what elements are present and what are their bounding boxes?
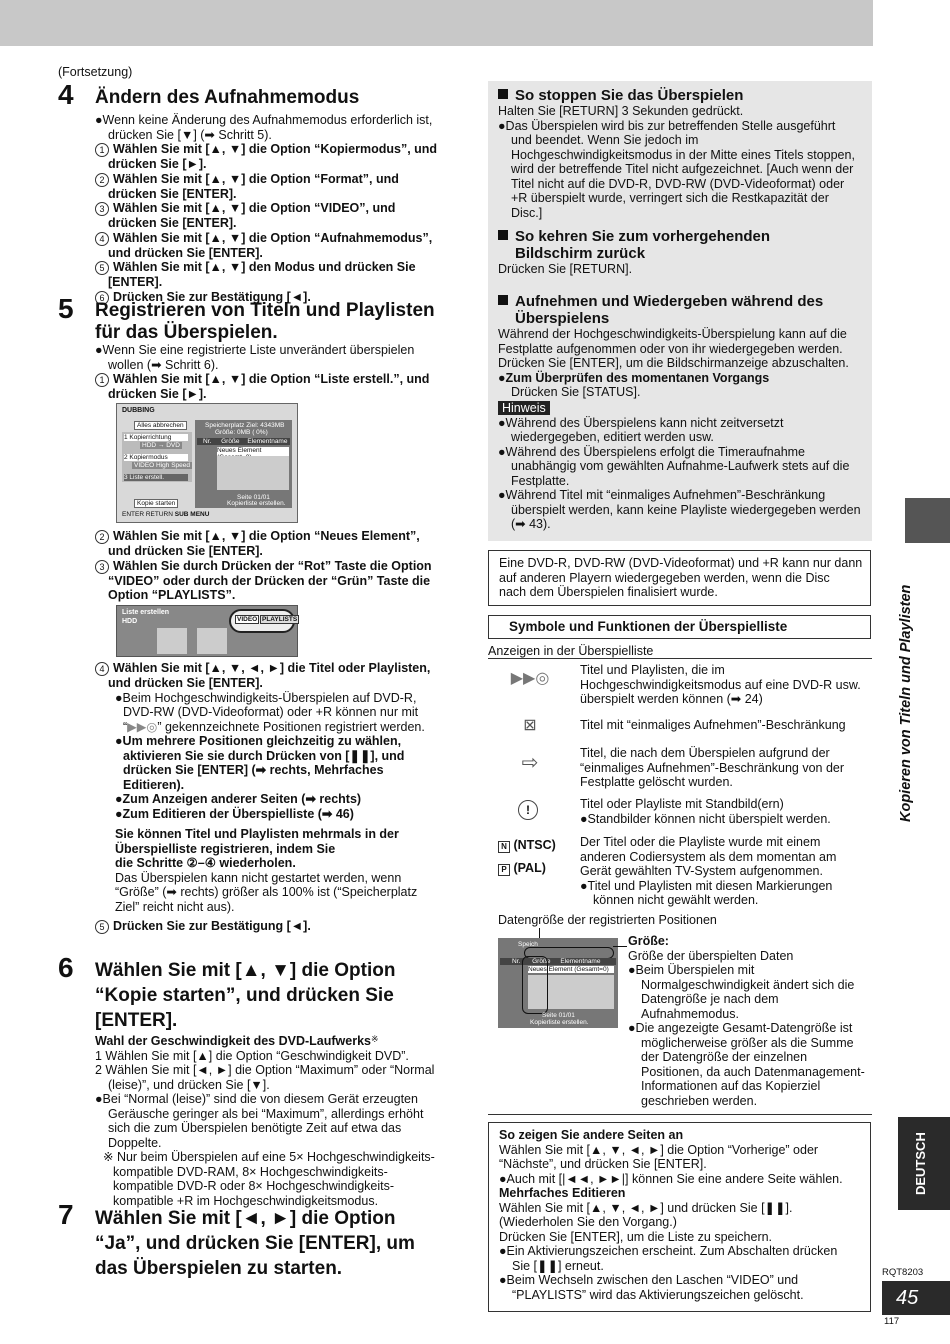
text-line: ●Ein Aktivierungszeichen erscheint. Zum Abschalten drücken [499, 1244, 838, 1258]
step5-item-text: Wählen Sie mit [▲, ▼] die Option “Liste erstell.”, und [113, 372, 430, 386]
bullet-line: aktivieren Sie sie durch Drücken von [❚❚], und [123, 748, 405, 763]
text-line: können nicht gewählt werden. [593, 893, 759, 907]
text-line: Der Titel oder die Playliste wurde mit einem [580, 835, 821, 849]
text-line: möglicherweise größer als die Summe [641, 1035, 854, 1050]
dest-capacity: Speicherplatz Ziel: 4343MB [205, 422, 285, 429]
step6-line: Geräusche geringer als bei “Maximum”, allerdings erhöht [108, 1106, 424, 1121]
continuation-label: (Fortsetzung) [58, 65, 133, 79]
text-line: Festplatte. [511, 473, 570, 488]
language-label: DEUTSCH [913, 1132, 928, 1195]
bullet-line: ●Um mehrere Positionen gleichzeitig zu wählen, [115, 734, 402, 748]
step5-item-text: Drücken Sie zur Bestätigung [◄]. [113, 919, 311, 933]
paragraph-line: Überspielliste registrieren, indem Sie [115, 841, 336, 856]
text-line: ●Das Überspielen wird bis zur betreffenden Stelle ausgeführt [498, 118, 836, 133]
datasize-caption: Datengröße der registrierten Positionen [498, 913, 717, 927]
text-line: ●Während des Überspielens erfolgt die Timeraufnahme [498, 444, 806, 459]
text-line: (➡ 43). [511, 517, 551, 531]
paragraph-line: Ziel” reicht nicht aus). [115, 899, 235, 914]
circled-number: 4 [95, 232, 109, 246]
footnote-line: ※ Nur beim Überspielen auf eine 5× Hochgeschwindigkeits- [103, 1150, 435, 1164]
small-page-number: 117 [884, 1316, 900, 1327]
text-line: der Datengröße der einzelnen [641, 1050, 808, 1064]
copy-mode-row[interactable]: 2 Kopiermodus [124, 454, 188, 461]
text-line: ●Die angezeigte Gesamt-Datengröße ist [628, 1021, 853, 1035]
text-line: +R überspielt wurde, verringert sich die Restkapazität der [511, 191, 829, 205]
datasize-desc [628, 934, 865, 1108]
thumbnail [157, 628, 187, 654]
text-line: unabhängig vom gewählten Aufnahme-Laufwerk stets auf die [511, 459, 850, 473]
square-bullet-icon [498, 230, 508, 240]
step5-bullet-line: ●Wenn Sie eine registrierte Liste unverändert überspielen [95, 343, 415, 357]
step6-title [95, 958, 395, 1033]
col-size: Größe [221, 438, 240, 445]
callout-line [613, 946, 627, 947]
step6-line: (leise)”, und drücken Sie [▼]. [108, 1077, 270, 1092]
quote-open: “ [123, 719, 128, 734]
col-size: Größe [532, 958, 551, 965]
text-line: Informationen auf das Kopierziel [641, 1079, 821, 1093]
step4-bullet-line: drücken Sie [▼] (➡ Schritt 5). [108, 127, 272, 142]
text-line: Datengröße je nach dem [641, 992, 779, 1006]
copy-mode-value: VIDEO High Speed [134, 462, 191, 469]
copy-direction-row[interactable]: 1 Kopierrichtung [124, 434, 188, 441]
ntsc-marker [498, 838, 556, 853]
still-image-icon: ! [518, 800, 538, 820]
step5-item-text: Wählen Sie mit [▲, ▼] die Option “Neues Element”, [113, 529, 420, 543]
page-number: 45 [882, 1281, 950, 1315]
text-line: ●Während des Überspielens kann nicht zeitversetzt [498, 415, 784, 430]
step5-title-line: für das Überspielen. [95, 322, 278, 343]
paragraph-line: Sie können Titel und Playlisten mehrmals in der [115, 827, 399, 841]
page-indicator: Seite 01/01 [237, 494, 270, 501]
bullet-line: ●Zum Anzeigen anderer Seiten (➡ rechts) [115, 792, 362, 806]
symbol-desc-moved [580, 746, 844, 790]
step5-intro [95, 343, 475, 402]
section-heading: Bildschirm zurück [515, 245, 646, 262]
text-line: Hochgeschwindigkeitsmodus in der Mitte eines Titels stoppen, [511, 147, 855, 162]
dubbing-list-panel [195, 420, 292, 508]
text-line: “PLAYLISTS” wird das Aktivierungszeichen gelöscht. [512, 1287, 804, 1302]
text-line: Während der Hochgeschwindigkeits-Überspielung kann auf die [498, 327, 847, 341]
create-list-hint: Kopierliste erstellen. [227, 500, 286, 507]
symbol-desc-still [580, 797, 831, 826]
record-section [498, 293, 868, 400]
step5-title [95, 300, 435, 344]
text-line: Drücken Sie [ENTER], um die Bildschirmanzeige abzuschalten. [498, 356, 849, 370]
circled-number: 2 [95, 530, 109, 544]
create-list-title: Liste erstellen [122, 609, 170, 616]
side-chapter-title: Kopieren von Titeln und Playlisten [898, 584, 914, 822]
footnote-line: kompatible DVD-R oder 8× Hochgeschwindigkeits- [113, 1179, 395, 1193]
text-line: Eine DVD-R, DVD-RW (DVD-Videoformat) und +R kann nur dann [499, 556, 863, 570]
text-line: ●Standbilder können nicht überspielt werden. [580, 811, 831, 826]
text-line: Titel nicht auf die DVD-R, DVD-RW (DVD-Videoformat) oder [511, 176, 845, 191]
symbols-subheading: Anzeigen in der Überspielliste [488, 644, 654, 658]
pages-box [488, 1122, 871, 1312]
section-heading: Überspielens [515, 310, 610, 327]
model-code: RQT8203 [882, 1267, 924, 1278]
step7-number: 7 [58, 1199, 74, 1230]
step5-number: 5 [58, 293, 74, 324]
hinweis-badge: Hinweis [498, 401, 550, 415]
stop-section [498, 87, 868, 220]
step7-title-line: “Ja”, und drücken Sie [ENTER], um [95, 1233, 415, 1254]
circled-number: 4 [95, 662, 109, 676]
step4-number: 4 [58, 79, 74, 110]
text-line: ●Beim Überspielen mit [628, 963, 755, 977]
circled-number: 6 [95, 291, 109, 305]
list-header [500, 958, 616, 965]
step7-title [95, 1206, 415, 1281]
bullet-line: ●Beim Hochgeschwindigkeits-Überspielen auf DVD-R, [115, 690, 417, 705]
step6-title-line: “Kopie starten”, und drücken Sie [95, 985, 394, 1006]
enter-key-label: ENTER [122, 511, 145, 518]
highspeed-icon: ▶▶◎ [510, 670, 550, 687]
text-line: (Wiederholen Sie den Vorgang.) [499, 1215, 677, 1229]
step4-item-text: drücken Sie [ENTER]. [108, 216, 237, 230]
create-list-row[interactable]: 3 Liste erstell. [124, 474, 188, 481]
step4-item-text: Wählen Sie mit [▲, ▼] die Option “Kopiermodus”, und [113, 142, 438, 156]
text-line: Festplatte gelöscht wurden. [580, 775, 733, 789]
section-heading: So kehren Sie zum vorhergehenden [515, 228, 771, 245]
multi-edit-heading: Mehrfaches Editieren [499, 1186, 626, 1200]
step4-item-text: [ENTER]. [108, 275, 163, 289]
text-line: geschrieben werden. [641, 1093, 758, 1108]
step4-item-text: und drücken Sie [ENTER]. [108, 245, 263, 260]
tab-playlists[interactable]: PLAYLISTS [262, 616, 298, 623]
pal-label: (PAL) [513, 861, 546, 875]
hinweis-section [498, 401, 868, 532]
step5-title-line: Registrieren von Titeln und Playlisten [95, 300, 435, 321]
symbol-desc-copy-once: Titel mit “einmaliges Aufnehmen”-Beschränkung [580, 718, 846, 732]
tab-video[interactable]: VIDEO [237, 616, 258, 623]
bullet-line: DVD-RW (DVD-Videoformat) oder +R können nur mit [123, 705, 419, 719]
step5-item-text: Wählen Sie durch Drücken der “Rot” Taste die Option [113, 558, 432, 573]
text-line: Wählen Sie mit [▲, ▼, ◄, ►] die Option “Vorherige” oder [499, 1142, 819, 1157]
section-heading: So stoppen Sie das Überspielen [515, 87, 744, 104]
step4-item-text: Wählen Sie mit [▲, ▼] die Option “VIDEO”, und [113, 201, 396, 215]
circled-number: 1 [95, 373, 109, 387]
text-line: Titel, die nach dem Überspielen aufgrund der [580, 746, 830, 760]
finalize-note [488, 550, 871, 606]
empty-rows [217, 456, 289, 490]
footnote-line: kompatible +R im Hochgeschwindigkeitsmodus. [113, 1193, 379, 1208]
pal-icon: P [498, 864, 510, 876]
text-line: Titel und Playlisten, die im [580, 663, 725, 677]
size-readout: Größe: 0MB ( 0%) [215, 429, 268, 436]
text-line: wird der betreffende Titel nicht aufgezeichnet. [Auch wenn der [511, 162, 854, 176]
dubbing-left-panel [122, 432, 192, 482]
step7-title-line: das Überspielen zu starten. [95, 1258, 343, 1279]
datasize-screen [498, 938, 618, 1028]
copy-once-icon: ⊠ [523, 717, 537, 734]
step6-title-line: [ENTER]. [95, 1010, 178, 1031]
text-line: Disc.] [511, 205, 543, 220]
step4-title: Ändern des Aufnahmemodus [95, 87, 360, 108]
bullet-line: drücken Sie [ENTER] (➡ rechts, Mehrfaches [123, 763, 384, 777]
step4-item-text: Wählen Sie mit [▲, ▼] die Option “Format”, und [113, 171, 399, 186]
symbol-desc-tv-system [580, 835, 836, 908]
text-line: nach dem Überspielen finalisiert wurde. [499, 585, 718, 599]
top-gray-bar [0, 0, 873, 46]
step6-line: 1 Wählen Sie mit [▲] die Option “Geschwindigkeit DVD”. [95, 1048, 409, 1063]
new-element-row[interactable]: Neues Element [217, 447, 289, 461]
circled-number: 1 [95, 143, 109, 157]
new-element-row: Neues Element (Gesamt=0) [528, 966, 614, 973]
side-tab-block [905, 498, 950, 543]
text-line: Drücken Sie [STATUS]. [511, 385, 641, 399]
create-list-screen [116, 605, 298, 657]
moved-title-icon: ⇨ [521, 752, 539, 774]
copy-direction-value: HDD → DVD [142, 442, 180, 449]
step4-item-text: Drücken Sie zur Bestätigung [◄]. [113, 289, 311, 304]
start-copy-button[interactable]: Kopie starten [134, 499, 178, 508]
bullet-line: ●Zum Editieren der Überspielliste (➡ 46) [115, 806, 354, 821]
list-header [197, 438, 290, 445]
text-line: Positionen, da auch Datenmanagement- [641, 1064, 865, 1079]
text-line: ●Auch mit [|◄◄, ►►|] können Sie eine andere Seite wählen. [499, 1171, 843, 1186]
step4-item-text: drücken Sie [ENTER]. [108, 186, 237, 201]
step5-item-text: drücken Sie [►]. [108, 387, 207, 401]
text-line: ●Zum Überprüfen des momentanen Vorgangs [498, 370, 770, 385]
col-name: Elementname [247, 438, 288, 445]
text-line: Wählen Sie mit [▲, ▼, ◄, ►] und drücken Sie [❚❚]. [499, 1200, 793, 1215]
text-line: Festplatte aufgenommen oder von ihr wiedergegeben werden. [498, 341, 843, 356]
text-line: wiedergegeben, editiert werden usw. [511, 430, 714, 444]
section-heading: Aufnehmen und Wiedergeben während des [515, 293, 824, 310]
divider [488, 1114, 872, 1115]
step5-item-text: und drücken Sie [ENTER]. [108, 676, 263, 690]
step4-bullet-line: ●Wenn keine Änderung des Aufnahmemodus erforderlich ist, [95, 113, 433, 127]
step6-line: sich die zum Überspielen benötigte Zeit auf etwa das [108, 1121, 402, 1135]
footnote-mark: ※ [371, 1034, 379, 1044]
symbol-desc-highspeed [580, 663, 861, 707]
step6-line: 2 Wählen Sie mit [◄, ►] die Option “Maximum” oder “Normal [95, 1063, 435, 1077]
dest-capacity: Speich [518, 941, 538, 948]
create-list-hint: Kopierliste erstellen. [530, 1019, 589, 1026]
step6-line: ●Bei “Normal (leise)” sind die von diesem Gerät erzeugten [95, 1092, 418, 1106]
paragraph-line: die Schritte ②–④ wiederholen. [115, 856, 296, 870]
text-line: Normalgeschwindigkeit ändert sich die [641, 977, 855, 992]
text-line: Aufnahmemodus. [641, 1006, 739, 1021]
square-bullet-icon [498, 295, 508, 305]
step7-title-line: Wählen Sie mit [◄, ►] die Option [95, 1208, 396, 1229]
bullet-line: Editieren). [123, 777, 185, 792]
highspeed-icon: ▶▶◎ [127, 719, 158, 734]
circled-number: 5 [95, 261, 109, 275]
dubbing-title: DUBBING [122, 407, 155, 414]
text-line: überspielt werden, kann keine Playliste wiedergegeben werden [511, 502, 861, 517]
ntsc-icon: N [498, 841, 510, 853]
divider [488, 658, 872, 659]
circled-number: 2 [95, 173, 109, 187]
dubbing-screen [116, 403, 298, 523]
col-nr: Nr. [512, 958, 521, 965]
circled-number: 3 [95, 202, 109, 216]
pal-marker [498, 861, 546, 876]
step5-item-text: Option “PLAYLISTS”. [108, 588, 236, 602]
text-line: anderen Codiersystem als dem momentan am [580, 849, 837, 864]
symbols-heading: Symbole und Funktionen der Überspielliste [488, 615, 871, 639]
square-bullet-icon [498, 89, 508, 99]
step5-item-text: und drücken Sie [ENTER]. [108, 544, 263, 558]
col-nr: Nr. [203, 438, 212, 445]
step4-body [95, 113, 475, 305]
col-name: Elementname [560, 958, 601, 965]
text-line: ●Während Titel mit “einmaliges Aufnehmen”-Beschränkung [498, 488, 826, 502]
step5-items-2-3 [95, 529, 475, 603]
step6-line: Doppelte. [108, 1135, 162, 1150]
text-line: Hochgeschwindigkeitsmodus auf eine DVD-R usw. [580, 677, 861, 692]
text-line: überspielt werden können (➡ 24) [580, 692, 763, 706]
text-line: “Nächste”, und drücken Sie [ENTER]. [499, 1157, 707, 1171]
circled-number: 3 [95, 560, 109, 574]
step4-item-text: Wählen Sie mit [▲, ▼] den Modus und drücken Sie [113, 260, 416, 274]
bullet-line: ” gekennzeichnete Positionen registriert werden. [157, 719, 425, 734]
size-column-highlight [522, 956, 551, 1014]
drive-speed-heading: Wahl der Geschwindigkeit des DVD-Laufwerks [95, 1034, 371, 1048]
step4-item-text: Wählen Sie mit [▲, ▼] die Option “Aufnahmemodus”, [113, 230, 433, 245]
step6-title-line: Wählen Sie mit [▲, ▼] die Option [95, 960, 396, 981]
dubbing-footer [122, 511, 209, 518]
ntsc-label: (NTSC) [513, 838, 556, 852]
text-line: “einmaliges Aufnehmen”-Beschränkung von der [580, 760, 845, 775]
footnote-line: kompatible DVD-RAM, 8× Hochgeschwindigkeits- [113, 1164, 388, 1179]
hdd-label: HDD [122, 618, 138, 625]
step5-item-text: “VIDEO” oder durch der Drücken der “Grün” Taste die [108, 573, 431, 588]
text-line: ●Beim Wechseln zwischen den Laschen “VIDEO” und [499, 1273, 799, 1287]
text-line: Halten Sie [RETURN] 3 Sekunden gedrückt. [498, 104, 744, 118]
text-line: ●Titel und Playlisten mit diesen Markierungen [580, 878, 833, 893]
text-line: Gerät gewählten TV-System aufgenommen. [580, 864, 823, 878]
text-line: und beendet. Wenn Sie jedoch im [511, 133, 699, 147]
circled-number: 5 [95, 920, 109, 934]
text-line: Sie [❚❚] erneut. [512, 1258, 604, 1273]
step6-number: 6 [58, 952, 74, 983]
step5-item-text: Wählen Sie mit [▲, ▼, ◄, ►] die Titel oder Playlisten, [113, 661, 431, 675]
return-key-label: RETURN [145, 511, 173, 518]
step6-body [95, 1032, 475, 1208]
text-line: Drücken Sie [ENTER], um die Liste zu speichern. [499, 1229, 773, 1244]
back-section [498, 228, 868, 277]
submenu-label: SUB MENU [174, 511, 210, 518]
cancel-all-button[interactable]: Alles abbrechen [134, 421, 187, 430]
text-line: Drücken Sie [RETURN]. [498, 262, 633, 276]
size-heading: Größe: [628, 934, 669, 948]
text-line: Größe der überspielten Daten [628, 948, 794, 963]
thumbnail [197, 628, 227, 654]
text-line: Titel oder Playliste mit Standbild(ern) [580, 797, 784, 811]
paragraph-line: Das Überspielen kann nicht gestartet werden, wenn [115, 870, 402, 885]
step5-item-4 [95, 661, 475, 934]
text-line: auf anderen Playern wiedergegeben werden, wenn die Disc [499, 570, 830, 585]
step4-item-text: drücken Sie [►]. [108, 157, 207, 171]
step5-bullet-line: wollen (➡ Schritt 6). [108, 357, 219, 372]
pages-heading: So zeigen Sie andere Seiten an [499, 1128, 684, 1142]
page-indicator: Seite 01/01 [542, 1012, 575, 1019]
paragraph-line: “Größe” (➡ rechts) größer als 100% ist (“Speicherplatz [115, 885, 418, 899]
